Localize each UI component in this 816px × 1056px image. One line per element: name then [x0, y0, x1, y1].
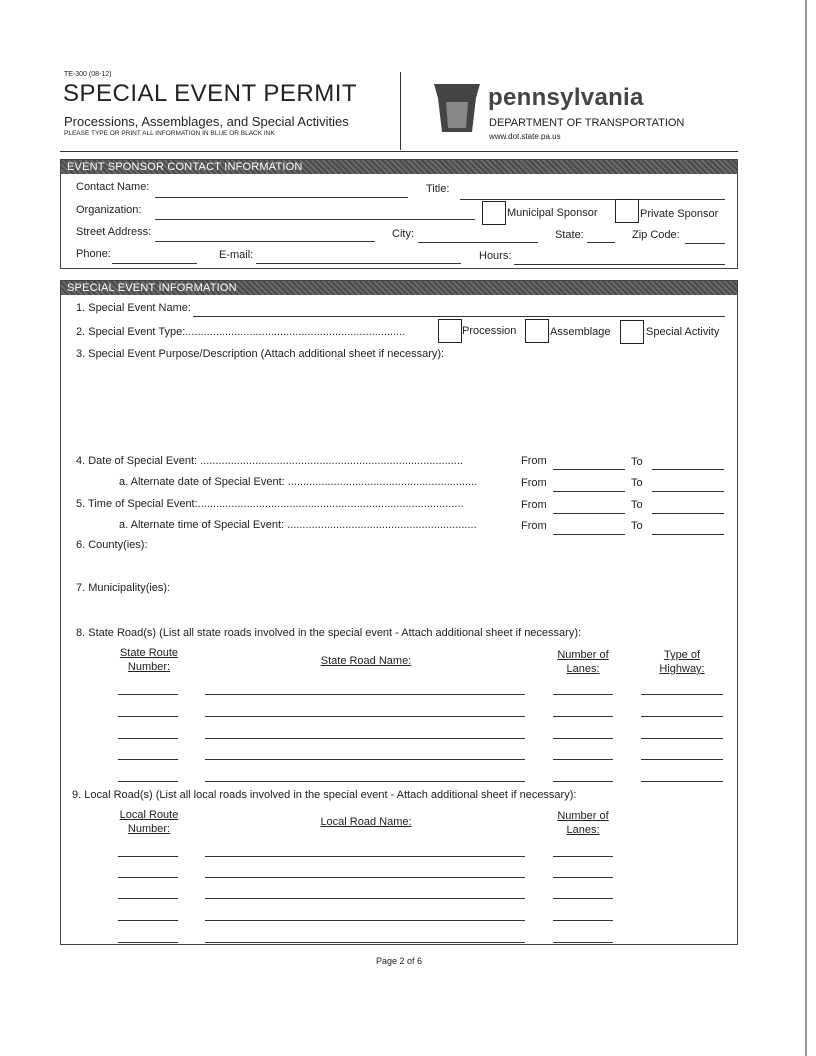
- street-address-field[interactable]: [155, 241, 375, 242]
- state-road-lanes-field[interactable]: [553, 694, 613, 695]
- city-label: City:: [392, 228, 414, 240]
- local-road-lanes-field[interactable]: [553, 898, 613, 899]
- local-roads-label: 9. Local Road(s) (List all local roads involved in the special event - Attach additional sheet if necessary):: [72, 789, 577, 801]
- phone-label: Phone:: [76, 248, 111, 260]
- local-road-route-number-field[interactable]: [118, 856, 178, 857]
- state-route-number-header: State Route Number:: [119, 647, 179, 673]
- local-road-lanes-field[interactable]: [553, 920, 613, 921]
- alt-time-from-label: From: [521, 520, 547, 532]
- state-road-road-name-field[interactable]: [205, 694, 525, 695]
- state-road-lanes-field[interactable]: [553, 781, 613, 782]
- event-type-label: 2. Special Event Type:........................................................................: [76, 326, 406, 338]
- state-label: State:: [555, 229, 584, 241]
- state-road-route-number-field[interactable]: [118, 716, 178, 717]
- contact-name-field[interactable]: [155, 197, 408, 198]
- municipal-sponsor-label: Municipal Sponsor: [507, 207, 598, 219]
- state-road-lanes-field[interactable]: [553, 738, 613, 739]
- state-road-route-number-field[interactable]: [118, 759, 178, 760]
- phone-field[interactable]: [112, 263, 197, 264]
- alt-time-to-label: To: [631, 520, 643, 532]
- assemblage-checkbox[interactable]: [525, 319, 549, 343]
- email-field[interactable]: [256, 263, 461, 264]
- state-road-road-name-field[interactable]: [205, 759, 525, 760]
- event-section-heading: SPECIAL EVENT INFORMATION: [61, 281, 737, 295]
- hours-field[interactable]: [514, 264, 725, 265]
- alt-time-to-field[interactable]: [652, 534, 724, 535]
- procession-checkbox[interactable]: [438, 319, 462, 343]
- keystone-logo-icon: [432, 82, 482, 134]
- special-activity-checkbox[interactable]: [620, 320, 644, 344]
- email-label: E-mail:: [219, 249, 254, 261]
- highway-type-header: Type of Highway:: [659, 649, 705, 675]
- date-label: 4. Date of Special Event: ......................................................................................: [76, 455, 463, 467]
- state-road-highway-type-field[interactable]: [641, 694, 723, 695]
- state-field[interactable]: [587, 242, 615, 243]
- local-road-road-name-field[interactable]: [205, 856, 525, 857]
- procession-label: Procession: [462, 325, 517, 337]
- form-id: TE-300 (08-12): [64, 71, 112, 78]
- local-road-lanes-field[interactable]: [553, 877, 613, 878]
- header-rule: [60, 151, 738, 152]
- alt-time-from-field[interactable]: [553, 534, 625, 535]
- alt-time-label: a. Alternate time of Special Event: ..............................................................: [119, 519, 477, 531]
- page-number: Page 2 of 6: [376, 956, 423, 966]
- time-to-label: To: [631, 499, 643, 511]
- assemblage-label: Assemblage: [550, 326, 611, 338]
- local-road-lanes-field[interactable]: [553, 942, 613, 943]
- local-road-route-number-field[interactable]: [118, 920, 178, 921]
- state-road-lanes-field[interactable]: [553, 759, 613, 760]
- department-name: DEPARTMENT OF TRANSPORTATION: [489, 117, 685, 129]
- state-road-route-number-field[interactable]: [118, 738, 178, 739]
- alt-date-from-label: From: [521, 477, 547, 489]
- time-from-field[interactable]: [553, 513, 625, 514]
- time-from-label: From: [521, 499, 547, 511]
- state-road-road-name-field[interactable]: [205, 716, 525, 717]
- state-road-route-number-field[interactable]: [118, 781, 178, 782]
- event-section: [60, 280, 738, 945]
- page-title: SPECIAL EVENT PERMIT: [63, 80, 358, 107]
- state-roads-label: 8. State Road(s) (List all state roads involved in the special event - Attach additional sheet if necessary):: [76, 627, 582, 639]
- state-road-name-header: State Road Name:: [320, 655, 412, 667]
- alt-date-label: a. Alternate date of Special Event: ..............................................................: [119, 476, 478, 488]
- street-address-label: Street Address:: [76, 226, 152, 238]
- special-activity-label: Special Activity: [646, 326, 720, 338]
- sponsor-section-heading: EVENT SPONSOR CONTACT INFORMATION: [61, 160, 737, 174]
- local-road-lanes-field[interactable]: [553, 856, 613, 857]
- state-road-road-name-field[interactable]: [205, 781, 525, 782]
- state-road-lanes-field[interactable]: [553, 716, 613, 717]
- organization-field[interactable]: [155, 219, 475, 220]
- title-field[interactable]: [460, 199, 725, 200]
- title-label: Title:: [426, 183, 450, 195]
- zip-field[interactable]: [685, 243, 725, 244]
- local-route-number-header: Local Route Number:: [119, 809, 179, 835]
- brand-name: pennsylvania: [488, 84, 644, 111]
- state-road-road-name-field[interactable]: [205, 738, 525, 739]
- private-sponsor-label: Private Sponsor: [640, 208, 719, 220]
- time-to-field[interactable]: [652, 513, 724, 514]
- city-field[interactable]: [418, 242, 538, 243]
- local-lanes-header: Number of Lanes:: [557, 810, 609, 836]
- local-road-name-header: Local Road Name:: [320, 816, 412, 828]
- date-to-label: To: [631, 456, 643, 468]
- local-road-road-name-field[interactable]: [205, 920, 525, 921]
- hours-label: Hours:: [479, 250, 512, 262]
- alt-date-to-label: To: [631, 477, 643, 489]
- municipal-sponsor-checkbox[interactable]: [482, 201, 506, 225]
- scan-edge: [805, 0, 807, 1056]
- county-label: 6. County(ies):: [76, 539, 148, 551]
- purpose-label: 3. Special Event Purpose/Description (Attach additional sheet if necessary):: [76, 348, 445, 360]
- local-road-road-name-field[interactable]: [205, 898, 525, 899]
- organization-label: Organization:: [76, 204, 142, 216]
- state-road-highway-type-field[interactable]: [641, 781, 723, 782]
- date-to-field[interactable]: [652, 469, 724, 470]
- alt-date-to-field[interactable]: [652, 491, 724, 492]
- zip-label: Zip Code:: [632, 229, 680, 241]
- local-road-route-number-field[interactable]: [118, 877, 178, 878]
- private-sponsor-checkbox[interactable]: [615, 199, 639, 223]
- contact-name-label: Contact Name:: [76, 181, 150, 193]
- event-name-field[interactable]: [193, 316, 725, 317]
- ink-instruction: PLEASE TYPE OR PRINT ALL INFORMATION IN BLUE OR BLACK INK: [64, 130, 275, 137]
- state-road-highway-type-field[interactable]: [641, 716, 723, 717]
- header-divider: [400, 72, 401, 150]
- local-road-road-name-field[interactable]: [205, 942, 525, 943]
- state-lanes-header: Number of Lanes:: [557, 649, 609, 675]
- page-subtitle: Processions, Assemblages, and Special Activities: [64, 114, 349, 129]
- state-road-highway-type-field[interactable]: [641, 738, 723, 739]
- date-from-label: From: [521, 455, 547, 467]
- local-road-route-number-field[interactable]: [118, 942, 178, 943]
- state-road-highway-type-field[interactable]: [641, 759, 723, 760]
- local-road-route-number-field[interactable]: [118, 898, 178, 899]
- municipality-label: 7. Municipality(ies):: [76, 582, 171, 594]
- state-road-route-number-field[interactable]: [118, 694, 178, 695]
- local-road-road-name-field[interactable]: [205, 877, 525, 878]
- alt-date-from-field[interactable]: [553, 491, 625, 492]
- website: www.dot.state.pa.us: [489, 132, 561, 141]
- date-from-field[interactable]: [553, 469, 625, 470]
- time-label: 5. Time of Special Event:.......................................................................................: [76, 498, 464, 510]
- event-name-label: 1. Special Event Name:: [76, 302, 191, 314]
